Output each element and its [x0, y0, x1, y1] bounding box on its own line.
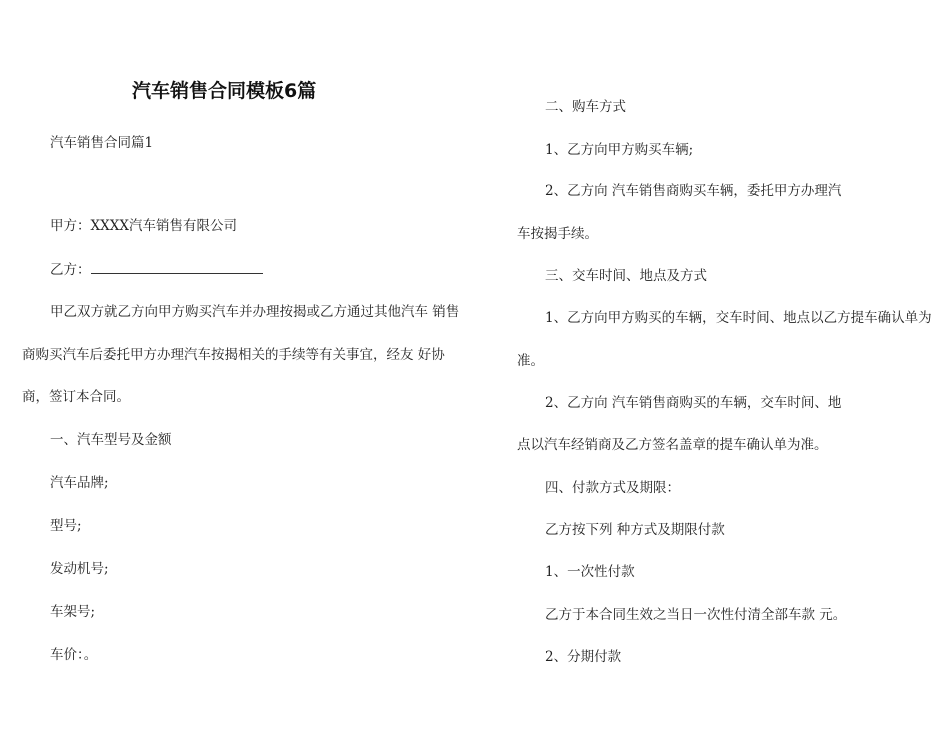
party-b-label: 乙方： [50, 262, 91, 278]
field-engine-number: 发动机号; [50, 561, 109, 577]
list-item: 1、乙方向甲方购买的车辆，交车时间、地点以乙方提车确认单为 [545, 310, 932, 326]
paragraph-line: 商购买汽车后委托甲方办理汽车按揭相关的手续等有关事宜，经友 好协 [22, 347, 445, 363]
paragraph-line: 准。 [517, 353, 544, 369]
paragraph-line: 商，签订本合同。 [22, 389, 130, 405]
paragraph-line: 点以汽车经销商及乙方签名盖章的提车确认单为准。 [517, 437, 828, 453]
document-title: 汽车销售合同模板6篇 [132, 80, 317, 102]
paragraph-line: 甲乙双方就乙方向甲方购买汽车并办理按揭或乙方通过其他汽车 销售 [50, 304, 460, 320]
list-item: 2、乙方向 汽车销售商购买的车辆，交车时间、地 [545, 395, 842, 411]
field-car-price: 车价：。 [50, 647, 98, 663]
section-heading-2: 二、购车方式 [545, 99, 626, 115]
paragraph-line: 乙方按下列 种方式及期限付款 [545, 522, 725, 538]
list-item: 2、乙方向 汽车销售商购买车辆，委托甲方办理汽 [545, 183, 842, 199]
paragraph-line: 车按揭手续。 [517, 226, 598, 242]
field-frame-number: 车架号; [50, 604, 96, 620]
list-item: 2、分期付款 [545, 649, 622, 665]
paragraph-line: 乙方于本合同生效之当日一次性付清全部车款 元。 [545, 607, 847, 623]
list-item: 1、乙方向甲方购买车辆; [545, 142, 694, 158]
section-heading-3: 三、交车时间、地点及方式 [545, 268, 707, 284]
field-car-brand: 汽车品牌; [50, 475, 109, 491]
party-b-line [50, 261, 263, 279]
party-b-blank [91, 261, 263, 274]
party-a-line: 甲方：XXXX汽车销售有限公司 [50, 218, 237, 234]
section-heading-1: 一、汽车型号及金额 [50, 432, 172, 448]
list-item: 1、一次性付款 [545, 564, 635, 580]
section-heading-4: 四、付款方式及期限： [545, 480, 680, 496]
section-heading-contract-1: 汽车销售合同篇1 [50, 135, 154, 151]
field-model: 型号; [50, 518, 82, 534]
